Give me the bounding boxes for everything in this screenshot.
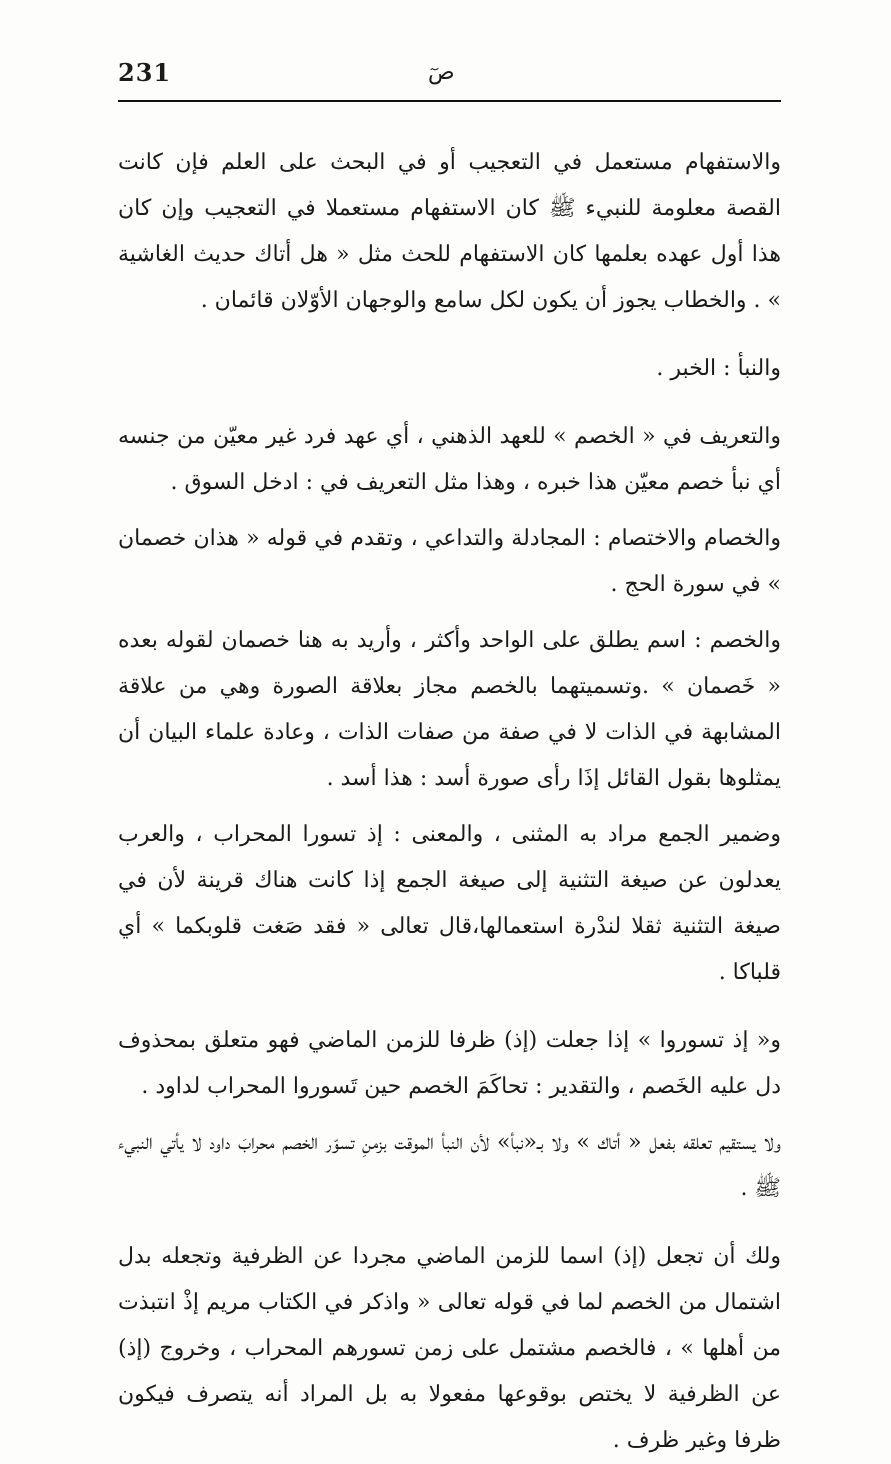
header-rule xyxy=(118,100,781,102)
paragraph: والنبأ : الخبر . xyxy=(656,356,781,381)
paragraph: والاستفهام مستعمل في التعجيب أو في البحث على العلم فإن كانت القصة معلومة للنبيء ﷺ كان الاستفهام مستعملا في التعجيب وإن كان هذا أول عهده بعلمها كان الاستفهام للحث مثل « هل أتاك حديث الغاشية » . والخطاب يجوز أن يكون لكل سامع والوجهان الأوّلان قائمان . xyxy=(118,150,781,313)
paragraph: ولا يستقيم تعلقه بفعل « أتاك » ولا بـ«نبأ» لأن النبأ الموقت بزمنِ تسوّر الخصم محرابَ داود لا يأتي النبيء ﷺ . xyxy=(118,1130,781,1201)
running-head: صٓ xyxy=(428,60,455,85)
paragraph: ولك أن تجعل (إذ) اسما للزمن الماضي مجردا عن الظرفية وتجعله بدل اشتمال من الخصم لما في قوله تعالى « واذكر في الكتاب مريم إذْ انتبذت من أهلها » ، فالخصم مشتمل على زمن تسورهم المحراب ، وخروج (إذ) عن الظرفية لا يختص بوقوعها مفعولا به بل المراد أنه يتصرف فيكون ظرفا وغير ظرف . xyxy=(118,1244,781,1453)
paragraph: والخصم : اسم يطلق على الواحد وأكثر ، وأريد به هنا خصمان لقوله بعده « خَصمان » .وتسميتهما بالخصم مجاز بعلاقة الصورة وهي من علاقة المشابهة في الذات لا في صفة من صفات الذات ، وعادة علماء البيان أن يمثلوها بقول القائل إذَا رأى صورة أسد : هذا أسد . xyxy=(118,628,781,791)
paragraph: وضمير الجمع مراد به المثنى ، والمعنى : إذ تسورا المحراب ، والعرب يعدلون عن صيغة التثنية إلى صيغة الجمع إذا كانت هناك قرينة لأن في صيغة التثنية ثقلا لندْرة استعمالها،قال تعالى « فقد صَغت قلوبكما » أي قلباكا . xyxy=(118,822,781,985)
page-number: 231 xyxy=(118,58,172,87)
paragraph: والخصام والاختصام : المجادلة والتداعي ، وتقدم في قوله « هذان خصمان » في سورة الحج . xyxy=(118,526,781,597)
page-body xyxy=(118,140,781,1464)
paragraph: والتعريف في « الخصم » للعهد الذهني ، أي عهد فرد غير معيّن من جنسه أي نبأ خصم معيّن هذا خبره ، وهذا مثل التعريف في : ادخل السوق . xyxy=(118,424,781,495)
paragraph: و« إذ تسوروا » إذا جعلت (إذ) ظرفا للزمن الماضي فهو متعلق بمحذوف دل عليه الخَصم ، والتقدير : تحاكَمَ الخصم حين تَسوروا المحراب لداود . xyxy=(118,1028,781,1099)
page-header xyxy=(118,58,781,102)
